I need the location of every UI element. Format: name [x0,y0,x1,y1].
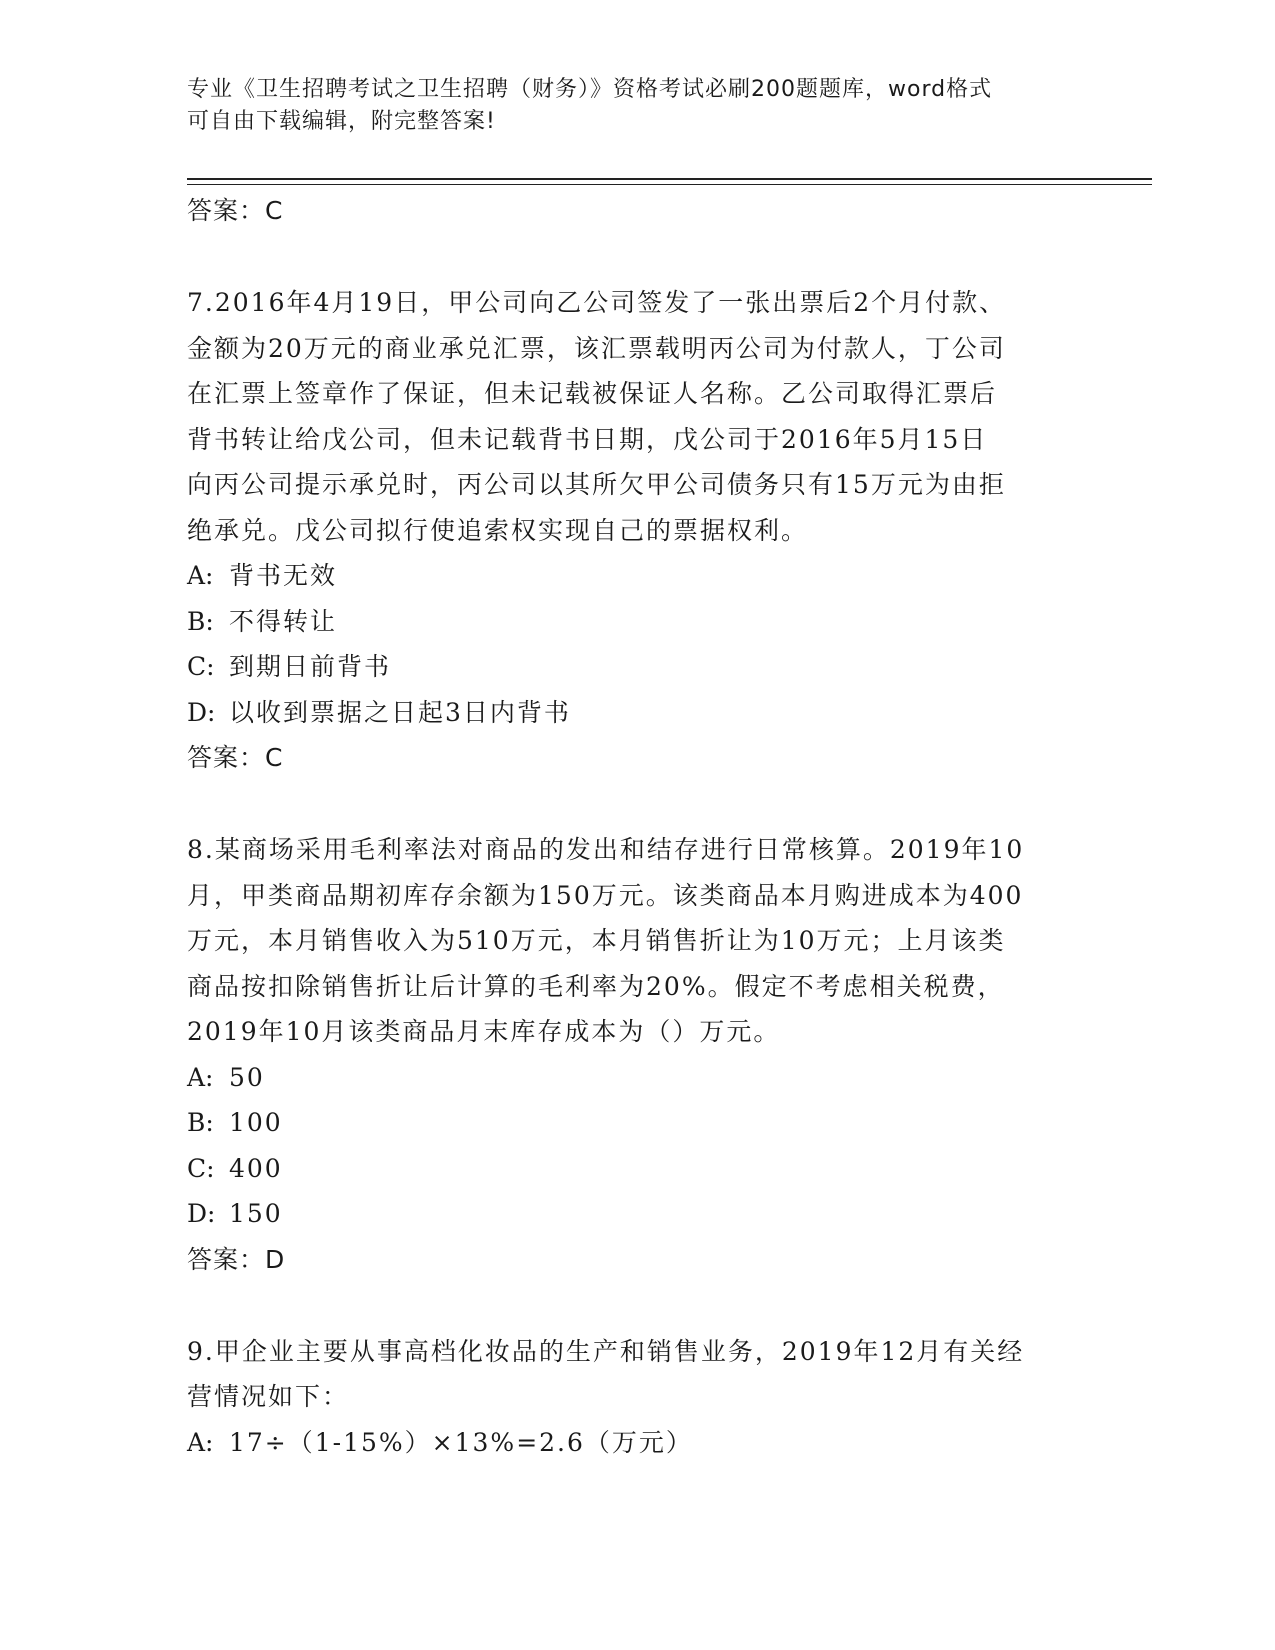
header-line-2: 可自由下载编辑，附完整答案! [187,109,496,134]
stem-line: 9.甲企业主要从事高档化妆品的生产和销售业务，2019年12月有关经 [187,1336,1025,1366]
option-text: 17÷（1-15%）×13%=2.6（万元） [229,1427,693,1457]
stem-line: 万元，本月销售收入为510万元，本月销售折让为10万元；上月该类 [187,926,1006,955]
stem-line: 月，甲类商品期初库存余额为150万元。该类商品本月购进成本为400 [187,880,1024,910]
option-text: 背书无效 [229,561,338,590]
stem-line: 背书转让给戊公司，但未记载背书日期，戊公司于2016年5月15日 [187,424,988,454]
option-key: A: [187,1062,214,1092]
page-header [187,74,1067,138]
option-a [187,1055,1087,1101]
question-stem [187,280,1087,553]
stem-line: 商品按扣除销售折让后计算的毛利率为20%。假定不考虑相关税费， [187,971,1005,1001]
spacer [187,1283,1087,1329]
header-rule-thick [187,178,1152,180]
option-a [187,553,1087,599]
question-list [187,188,1087,1465]
stem-line: 7.2016年4月19日，甲公司向乙公司签发了一张出票后2个月付款、 [187,288,1007,317]
option-key: A: [187,1427,214,1457]
option-c [187,644,1087,690]
option-key: B: [187,606,214,636]
option-a [187,1420,1087,1466]
option-text: 100 [229,1108,283,1137]
option-key: D: [187,697,216,727]
answer-line: 答案：D [187,1244,286,1274]
header-rule-thin [187,184,1152,185]
stem-line: 8.某商场采用毛利率法对商品的发出和结存进行日常核算。2019年10 [187,835,1025,864]
option-b [187,1100,1087,1146]
option-key: D: [187,1199,216,1228]
option-c [187,1146,1087,1192]
question-stem [187,827,1087,1055]
stem-line: 在汇票上签章作了保证，但未记载被保证人名称。乙公司取得汇票后 [187,379,998,408]
stem-line: 营情况如下： [187,1382,350,1411]
option-b [187,599,1087,645]
stem-line: 向丙公司提示承兑时，丙公司以其所欠甲公司债务只有15万元为由拒 [187,470,1006,499]
option-text: 150 [229,1199,283,1228]
question-9 [187,1329,1087,1466]
answer-line: 答案：C [187,196,284,225]
stem-line: 绝承兑。戊公司拟行使追索权实现自己的票据权利。 [187,515,809,545]
option-key: C: [187,652,215,681]
option-text: 到期日前背书 [229,652,392,681]
question-stem [187,1329,1087,1420]
option-text: 50 [229,1062,265,1092]
option-text: 以收到票据之日起3日内背书 [229,697,571,727]
spacer [187,234,1087,280]
option-key: B: [187,1108,214,1137]
header-line-1: 专业《卫生招聘考试之卫生招聘（财务）》资格考试必刷200题题库，word格式 [187,77,993,102]
option-d [187,1191,1087,1237]
option-text: 不得转让 [229,606,338,636]
question-7 [187,280,1087,781]
answer-line: 答案：C [187,743,284,772]
stem-line: 金额为20万元的商业承兑汇票，该汇票载明丙公司为付款人，丁公司 [187,333,1006,363]
option-text: 400 [229,1153,283,1183]
option-key: A: [187,561,214,590]
question-8 [187,827,1087,1283]
option-key: C: [187,1153,215,1183]
option-d [187,690,1087,736]
stem-line: 2019年10月该类商品月末库存成本为（）万元。 [187,1017,781,1046]
spacer [187,781,1087,827]
